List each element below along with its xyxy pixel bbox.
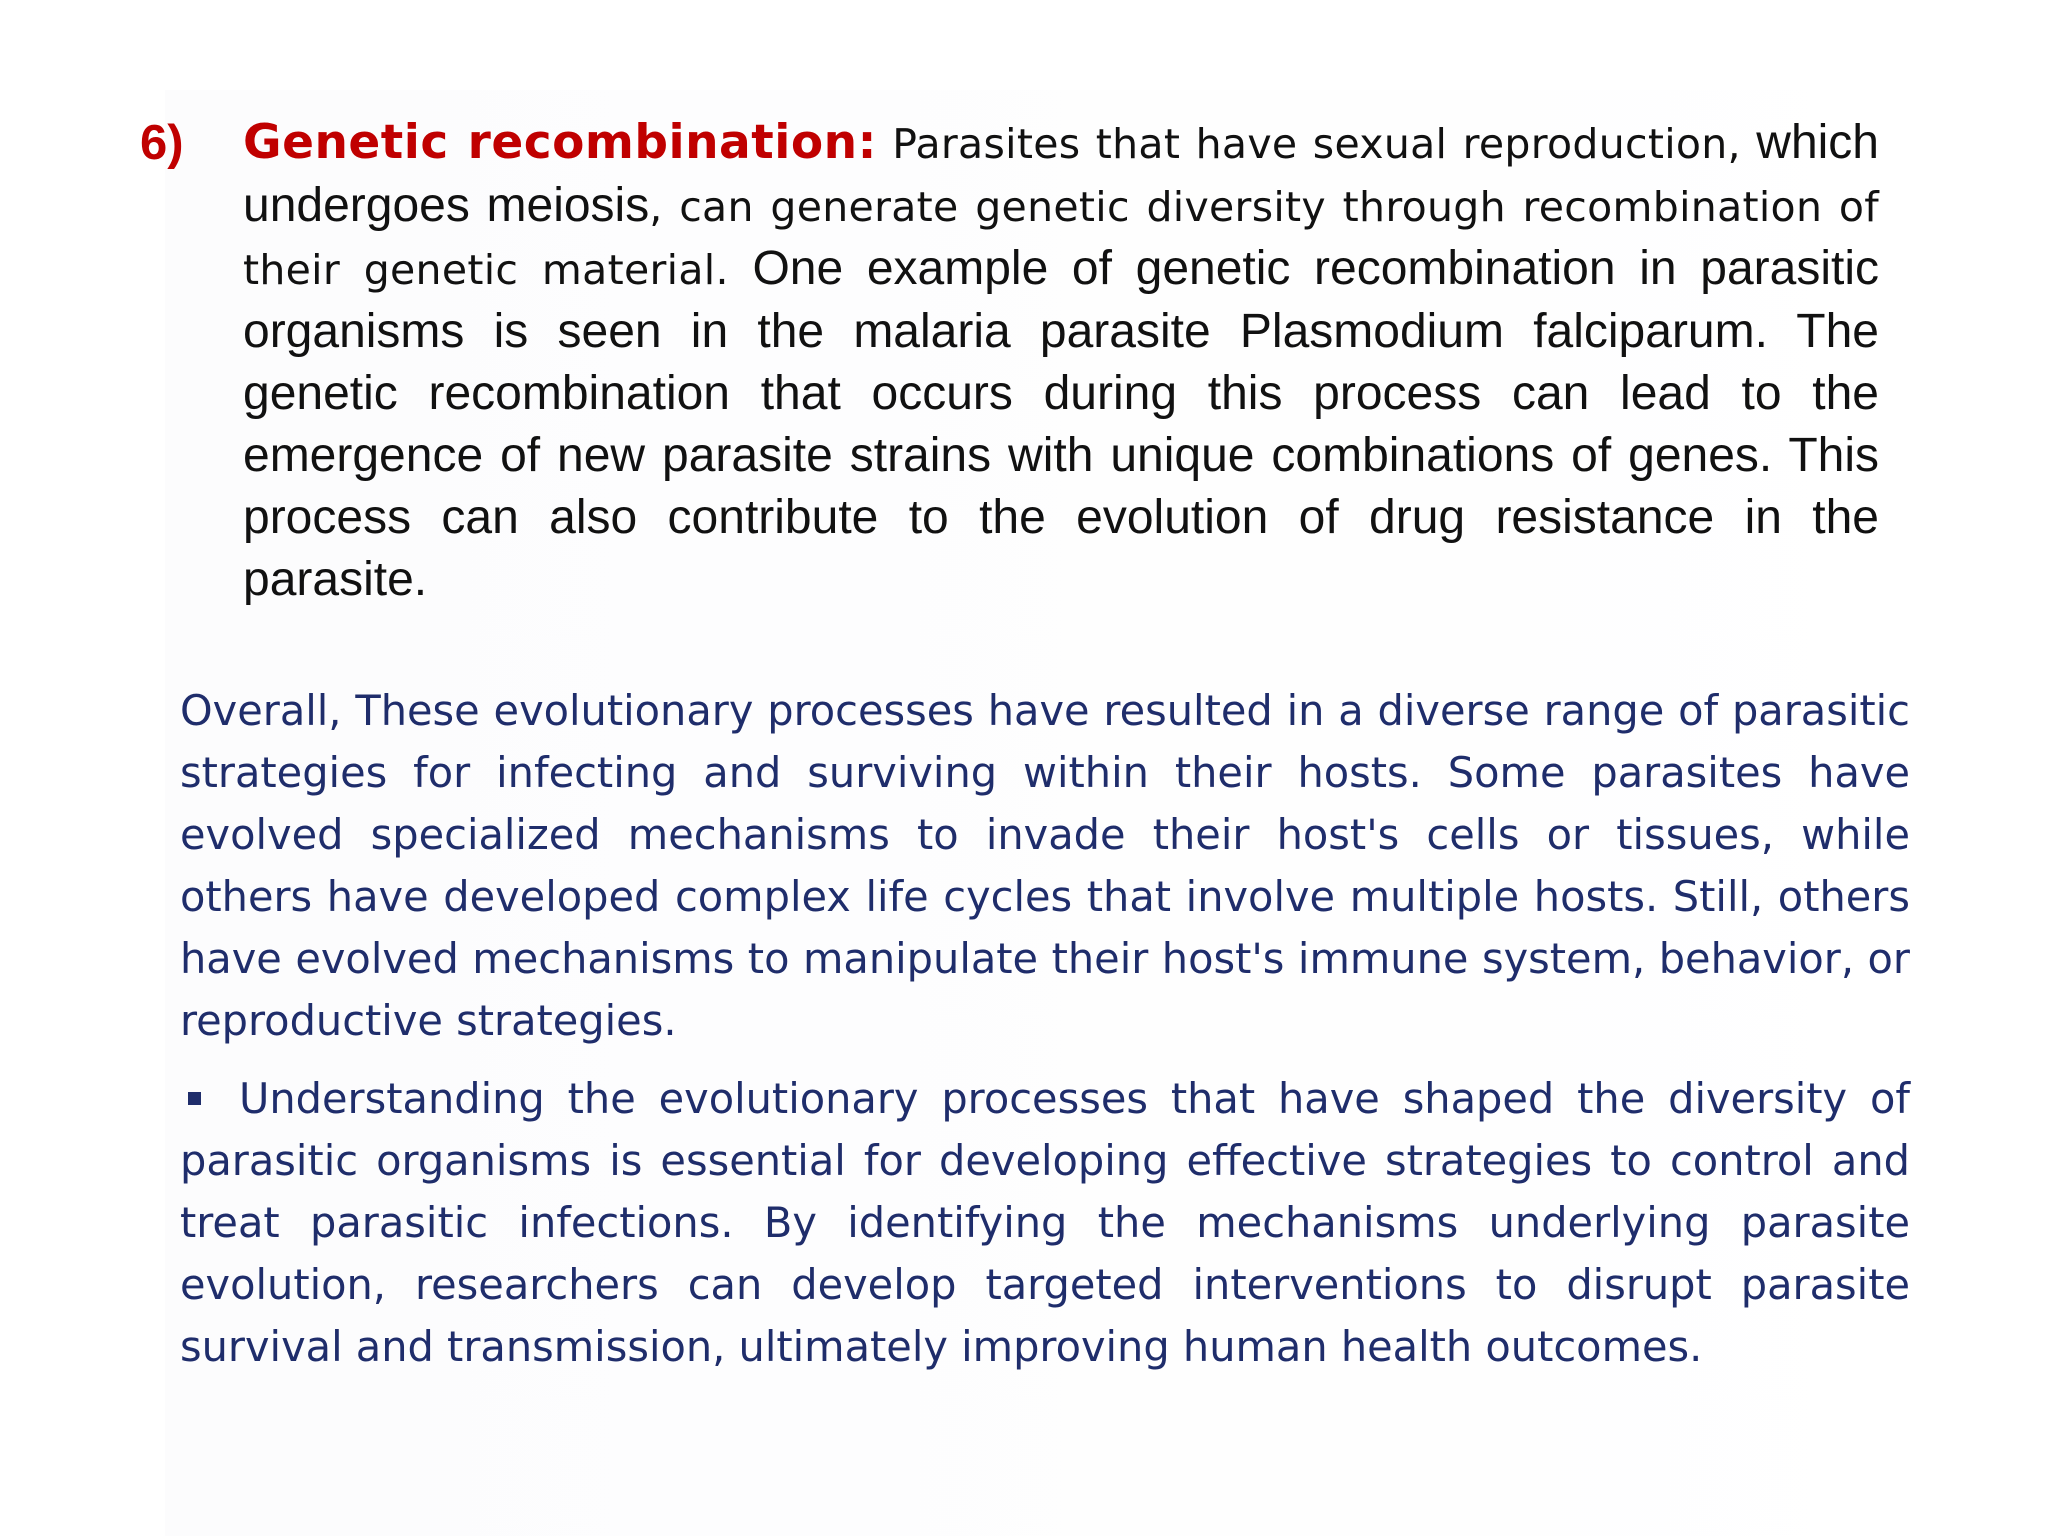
point-heading: Genetic recombination: (243, 115, 877, 170)
point-text-part1: Parasites that have sexual reproduction, (876, 120, 1757, 168)
point-text-part3: , can generate genetic diversity through recombination of their genetic material. (243, 183, 1880, 294)
point-body (243, 112, 1879, 611)
summary-paragraph-understanding-text: Understanding the evolutionary processes that have shaped the diversity of parasitic organisms is essential for developing effective strategies to control and treat parasitic infections. By identifying the mechanisms underlying parasite evolution, researchers can develop targeted interventions to disrupt parasite survival and transmission, ultimately improving human health outcomes. (180, 1074, 1910, 1371)
summary-paragraph-overall: Overall, These evolutionary processes have resulted in a diverse range of parasitic strategies for infecting and surviving within their hosts. Some parasites have evolved specialized mechanisms to invade their host's cells or tissues, while others have developed complex life cycles that involve multiple hosts. Still, others have evolved mechanisms to manipulate their host's immune system, behavior, or reproductive strategies. (180, 686, 1910, 1045)
point-text-part4: One example of genetic recombination in parasitic organisms is seen in the malaria parasite Plasmodium falciparum. The genetic recombination that occurs during this process can lead to the emergence of new parasite strains with unique combinations of genes. This process can also contribute to the evolution of drug resistance in the parasite. (243, 242, 1879, 606)
square-bullet-icon (188, 1092, 201, 1105)
point-text-part2: which undergoes meiosis (243, 116, 1879, 232)
summary-paragraph-understanding (180, 1068, 1910, 1378)
summary-section (180, 680, 1910, 1378)
point-number: 6) (140, 116, 184, 170)
